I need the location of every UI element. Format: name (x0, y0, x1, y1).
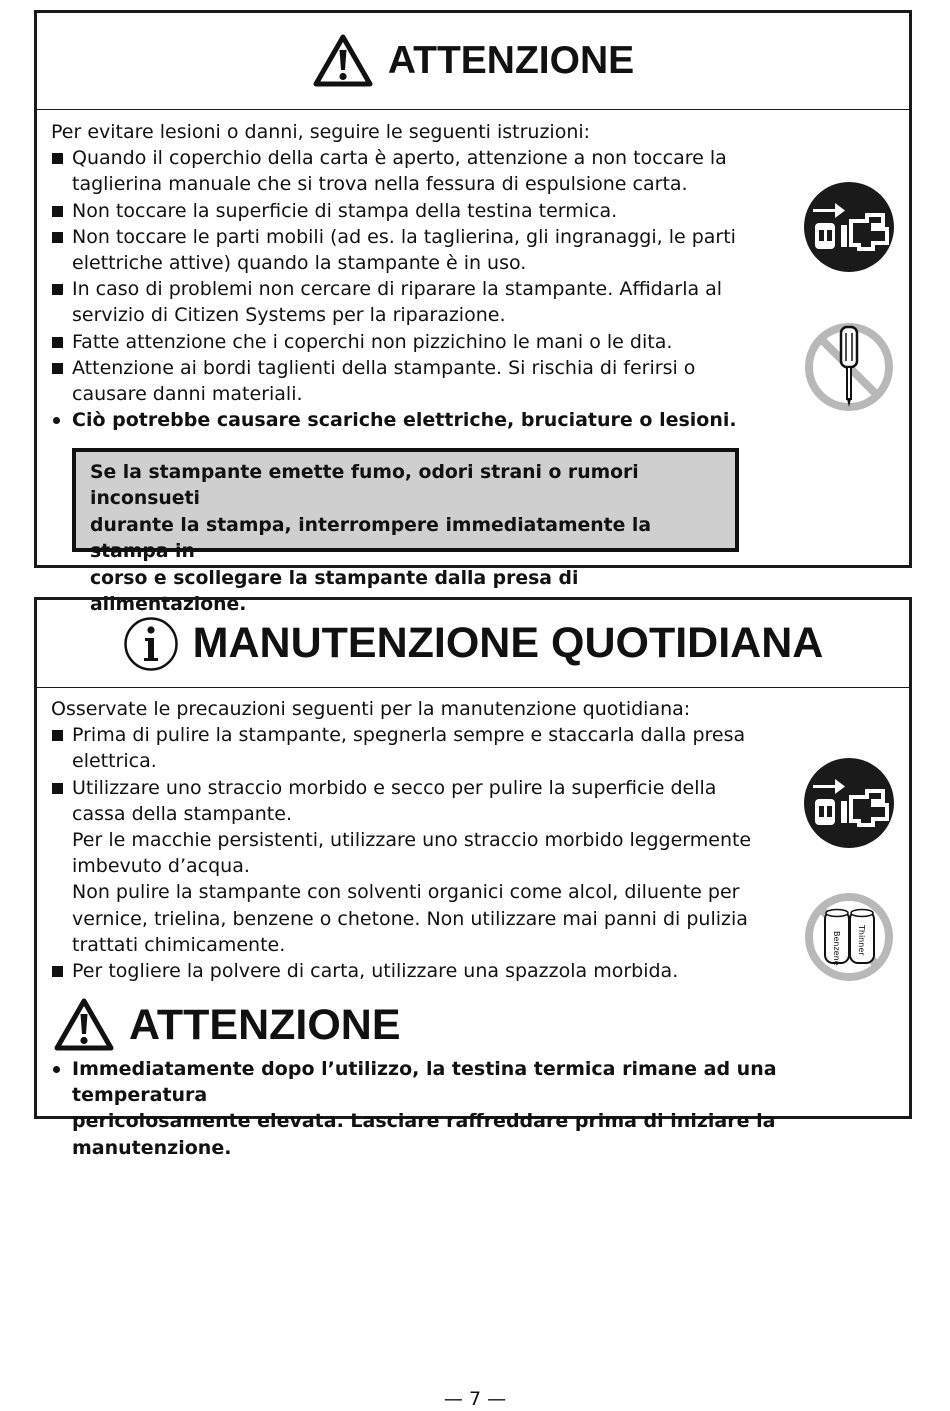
square-bullet-icon (52, 232, 63, 243)
square-bullet-icon (52, 337, 63, 348)
list-item: Quando il coperchio della carta è aperto, attenzione a non toccare la taglierina manuale che si trova nella fessura di espulsione carta. (51, 145, 791, 197)
no-screwdriver-icon (803, 321, 895, 413)
attention-title: ATTENZIONE (387, 39, 635, 82)
caution-content (51, 1056, 881, 1161)
page-number: — 7 — (443, 1388, 507, 1410)
maintenance-content (51, 696, 791, 984)
list-item: Fatte attenzione che i coperchi non pizzichino le mani o le dita. (51, 329, 791, 355)
round-bullet-icon (53, 1066, 60, 1073)
list-item: Non toccare le parti mobili (ad es. la taglierina, gli ingranaggi, le parti elettriche attive) quando la stampante è in uso. (51, 224, 791, 276)
info-circle-icon (123, 616, 179, 672)
list-item: Non toccare la superficie di stampa della testina termica. (51, 198, 791, 224)
can-label-benzene: Benzene (832, 931, 841, 966)
list-item: In caso di problemi non cercare di riparare la stampante. Affidarla al servizio di Citizen Systems per la riparazione. (51, 276, 791, 328)
list-item: Utilizzare uno straccio morbido e secco per pulire la superficie della cassa della stampante. Per le macchie persistenti, utilizzare uno straccio morbido leggermente imbevuto d’acqua. Non pulire la stampante con solventi organici come alcol, diluente per vernice, trielina, benzene o chetone. Non utilizzare mai panni di pulizia trattati chimicamente. (51, 775, 791, 958)
list-item: Prima di pulire la stampante, spegnerla sempre e staccarla dalla presa elettrica. (51, 722, 791, 774)
attention-intro: Per evitare lesioni o danni, seguire le seguenti istruzioni: (51, 121, 591, 143)
square-bullet-icon (52, 363, 63, 374)
round-bullet-icon (53, 417, 60, 424)
no-solvent-icon (803, 891, 895, 983)
square-bullet-icon (52, 730, 63, 741)
attention-box (34, 10, 912, 616)
warning-triangle-icon (312, 33, 374, 89)
list-item: Per togliere la polvere di carta, utilizzare una spazzola morbida. (51, 958, 791, 984)
maintenance-box (34, 597, 912, 1159)
can-label-thinner: Thinner (857, 925, 866, 956)
square-bullet-icon (52, 153, 63, 164)
unplug-icon (803, 757, 895, 849)
smoke-notice: Se la stampante emette fumo, odori strani o rumori inconsueti durante la stampa, interrompere immediatamente la stampa in corso e scollegare la stampante dalla presa di alimentazione. (72, 448, 739, 552)
square-bullet-icon (52, 206, 63, 217)
caution-title: ATTENZIONE (129, 1000, 401, 1049)
attention-header (37, 13, 909, 110)
bullet-item: Immediatamente dopo l’utilizzo, la testina termica rimane ad una temperatura pericolosamente elevata. Lasciare raffreddare prima di iniziare la manutenzione. (51, 1056, 881, 1161)
unplug-icon (803, 181, 895, 273)
square-bullet-icon (52, 966, 63, 977)
maintenance-title: MANUTENZIONE QUOTIDIANA (192, 619, 824, 667)
attention-content (51, 119, 791, 433)
square-bullet-icon (52, 284, 63, 295)
square-bullet-icon (52, 783, 63, 794)
list-item: Attenzione ai bordi taglienti della stampante. Si rischia di ferirsi o causare danni materiali. (51, 355, 791, 407)
maintenance-intro: Osservate le precauzioni seguenti per la manutenzione quotidiana: (51, 698, 691, 720)
bullet-item: Ciò potrebbe causare scariche elettriche, bruciature o lesioni. (51, 407, 791, 433)
maintenance-header (37, 600, 909, 688)
warning-triangle-icon (53, 997, 115, 1053)
caution-subheader (53, 997, 401, 1053)
